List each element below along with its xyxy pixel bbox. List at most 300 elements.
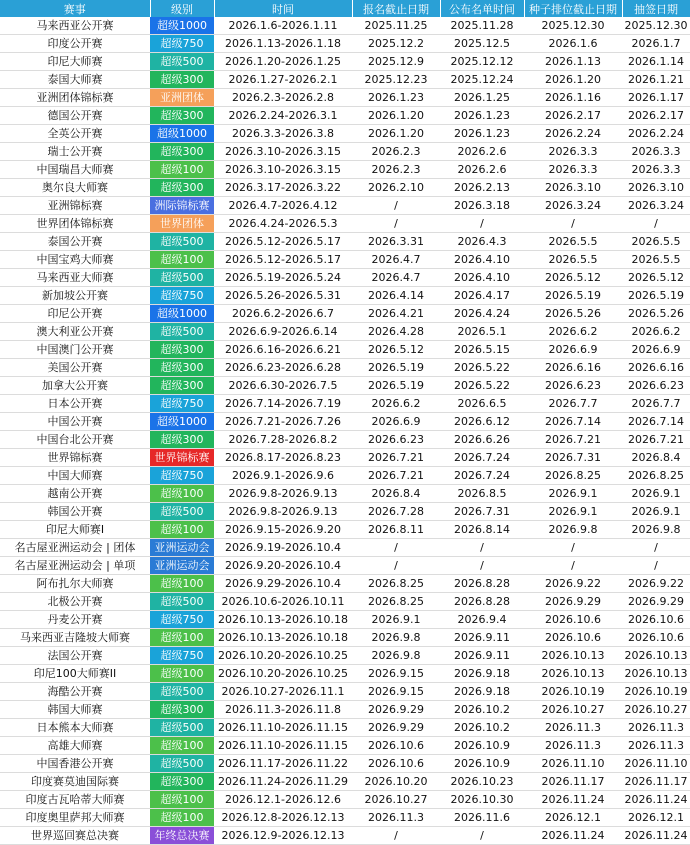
event-dates: 2026.11.24-2026.11.29 xyxy=(214,773,352,791)
registration-deadline: / xyxy=(352,197,440,215)
registration-deadline: 2025.12.23 xyxy=(352,71,440,89)
draw-date: 2026.10.27 xyxy=(622,701,690,719)
event-dates: 2026.9.1-2026.9.6 xyxy=(214,467,352,485)
header-draw-date: 抽签日期 xyxy=(622,0,690,17)
entry-list-date: 2026.7.24 xyxy=(440,449,524,467)
draw-date: 2026.9.1 xyxy=(622,485,690,503)
entry-list-date: 2026.2.13 xyxy=(440,179,524,197)
event-dates: 2026.9.20-2026.10.4 xyxy=(214,557,352,575)
table-row xyxy=(0,53,690,71)
level-badge: 超级750 xyxy=(150,287,214,305)
draw-date: 2026.11.3 xyxy=(622,719,690,737)
table-row xyxy=(0,17,690,35)
entry-list-date: 2026.5.22 xyxy=(440,377,524,395)
draw-date: 2026.9.8 xyxy=(622,521,690,539)
level-badge: 超级500 xyxy=(150,233,214,251)
event-name: 亚洲锦标赛 xyxy=(0,197,150,215)
table-row xyxy=(0,431,690,449)
entry-list-date: 2025.12.12 xyxy=(440,53,524,71)
registration-deadline: 2026.7.28 xyxy=(352,503,440,521)
table-row xyxy=(0,269,690,287)
level-badge: 超级100 xyxy=(150,485,214,503)
level-badge: 超级1000 xyxy=(150,305,214,323)
event-dates: 2026.2.3-2026.2.8 xyxy=(214,89,352,107)
table-row xyxy=(0,665,690,683)
event-name: 阿布扎尔大师赛 xyxy=(0,575,150,593)
event-dates: 2026.4.7-2026.4.12 xyxy=(214,197,352,215)
level-badge: 超级300 xyxy=(150,107,214,125)
draw-date: 2026.7.21 xyxy=(622,431,690,449)
event-dates: 2026.6.9-2026.6.14 xyxy=(214,323,352,341)
event-dates: 2026.10.20-2026.10.25 xyxy=(214,665,352,683)
seeding-deadline: 2026.11.17 xyxy=(524,773,622,791)
entry-list-date: 2026.9.18 xyxy=(440,665,524,683)
header-seeding-deadline: 种子排位截止日期 xyxy=(524,0,622,17)
level-badge: 超级100 xyxy=(150,575,214,593)
table-row xyxy=(0,215,690,233)
registration-deadline: 2026.8.25 xyxy=(352,593,440,611)
draw-date: 2026.5.12 xyxy=(622,269,690,287)
event-name: 世界团体锦标赛 xyxy=(0,215,150,233)
event-dates: 2026.10.6-2026.10.11 xyxy=(214,593,352,611)
entry-list-date: 2026.9.11 xyxy=(440,629,524,647)
level-badge: 世界团体 xyxy=(150,215,214,233)
registration-deadline: 2026.10.6 xyxy=(352,737,440,755)
table-row xyxy=(0,719,690,737)
seeding-deadline: 2026.7.14 xyxy=(524,413,622,431)
registration-deadline: 2026.6.2 xyxy=(352,395,440,413)
level-badge: 超级300 xyxy=(150,701,214,719)
registration-deadline: 2026.6.23 xyxy=(352,431,440,449)
level-badge: 超级100 xyxy=(150,629,214,647)
event-name: 韩国公开赛 xyxy=(0,503,150,521)
draw-date: 2026.6.23 xyxy=(622,377,690,395)
seeding-deadline: 2026.10.6 xyxy=(524,629,622,647)
header-entry-list-date: 公布名单时间 xyxy=(440,0,524,17)
event-name: 印尼大师赛 xyxy=(0,53,150,71)
event-name: 马来西亚公开赛 xyxy=(0,17,150,35)
draw-date: 2026.2.17 xyxy=(622,107,690,125)
table-row xyxy=(0,683,690,701)
seeding-deadline: 2026.9.8 xyxy=(524,521,622,539)
draw-date: 2026.5.5 xyxy=(622,251,690,269)
registration-deadline: 2026.8.25 xyxy=(352,575,440,593)
event-dates: 2026.10.27-2026.11.1 xyxy=(214,683,352,701)
seeding-deadline: / xyxy=(524,557,622,575)
level-badge: 超级100 xyxy=(150,665,214,683)
seeding-deadline: 2026.10.19 xyxy=(524,683,622,701)
seeding-deadline: 2026.3.24 xyxy=(524,197,622,215)
seeding-deadline: 2026.9.1 xyxy=(524,503,622,521)
entry-list-date: 2026.10.30 xyxy=(440,791,524,809)
level-badge: 超级500 xyxy=(150,719,214,737)
draw-date: / xyxy=(622,557,690,575)
entry-list-date: 2026.10.2 xyxy=(440,701,524,719)
event-dates: 2026.11.3-2026.11.8 xyxy=(214,701,352,719)
event-name: 高雄大师赛 xyxy=(0,737,150,755)
table-row xyxy=(0,809,690,827)
seeding-deadline: 2026.2.24 xyxy=(524,125,622,143)
event-dates: 2026.10.20-2026.10.25 xyxy=(214,647,352,665)
entry-list-date: 2026.1.23 xyxy=(440,107,524,125)
event-dates: 2026.10.13-2026.10.18 xyxy=(214,611,352,629)
draw-date: 2026.5.5 xyxy=(622,233,690,251)
event-name: 北极公开赛 xyxy=(0,593,150,611)
table-row xyxy=(0,179,690,197)
entry-list-date: 2026.1.25 xyxy=(440,89,524,107)
draw-date: 2025.12.30 xyxy=(622,17,690,35)
event-name: 丹麦公开赛 xyxy=(0,611,150,629)
table-row xyxy=(0,197,690,215)
registration-deadline: 2026.3.31 xyxy=(352,233,440,251)
level-badge: 超级100 xyxy=(150,809,214,827)
table-row xyxy=(0,449,690,467)
registration-deadline: 2026.1.23 xyxy=(352,89,440,107)
table-row xyxy=(0,737,690,755)
draw-date: 2026.11.24 xyxy=(622,827,690,845)
draw-date: 2026.11.24 xyxy=(622,791,690,809)
entry-list-date: 2026.1.23 xyxy=(440,125,524,143)
event-dates: 2026.2.24-2026.3.1 xyxy=(214,107,352,125)
level-badge: 世界锦标赛 xyxy=(150,449,214,467)
seeding-deadline: 2026.10.13 xyxy=(524,647,622,665)
event-dates: 2026.1.6-2026.1.11 xyxy=(214,17,352,35)
entry-list-date: 2026.10.9 xyxy=(440,755,524,773)
event-name: 日本熊本大师赛 xyxy=(0,719,150,737)
level-badge: 超级300 xyxy=(150,377,214,395)
draw-date: 2026.10.6 xyxy=(622,629,690,647)
entry-list-date: 2026.10.23 xyxy=(440,773,524,791)
registration-deadline: 2026.7.21 xyxy=(352,467,440,485)
draw-date: 2026.11.3 xyxy=(622,737,690,755)
entry-list-date: 2026.2.6 xyxy=(440,143,524,161)
registration-deadline: / xyxy=(352,827,440,845)
event-dates: 2026.12.8-2026.12.13 xyxy=(214,809,352,827)
event-name: 印度公开赛 xyxy=(0,35,150,53)
level-badge: 超级300 xyxy=(150,431,214,449)
registration-deadline: 2025.11.25 xyxy=(352,17,440,35)
seeding-deadline: 2026.11.24 xyxy=(524,827,622,845)
table-row xyxy=(0,503,690,521)
entry-list-date: / xyxy=(440,539,524,557)
event-name: 全英公开赛 xyxy=(0,125,150,143)
event-dates: 2026.5.12-2026.5.17 xyxy=(214,233,352,251)
event-name: 瑞士公开赛 xyxy=(0,143,150,161)
table-row xyxy=(0,629,690,647)
draw-date: 2026.7.14 xyxy=(622,413,690,431)
seeding-deadline: 2026.8.25 xyxy=(524,467,622,485)
registration-deadline: 2026.5.19 xyxy=(352,377,440,395)
draw-date: 2026.8.25 xyxy=(622,467,690,485)
draw-date: 2026.9.1 xyxy=(622,503,690,521)
seeding-deadline: 2026.1.20 xyxy=(524,71,622,89)
table-row xyxy=(0,557,690,575)
registration-deadline: 2026.8.4 xyxy=(352,485,440,503)
entry-list-date: 2026.9.11 xyxy=(440,647,524,665)
event-dates: 2026.3.3-2026.3.8 xyxy=(214,125,352,143)
level-badge: 年终总决赛 xyxy=(150,827,214,845)
draw-date: 2026.6.2 xyxy=(622,323,690,341)
event-name: 印度古瓦哈蒂大师赛 xyxy=(0,791,150,809)
event-name: 新加坡公开赛 xyxy=(0,287,150,305)
registration-deadline: 2026.9.15 xyxy=(352,665,440,683)
seeding-deadline: 2026.11.24 xyxy=(524,791,622,809)
level-badge: 超级300 xyxy=(150,179,214,197)
event-name: 印度奥里萨邦大师赛 xyxy=(0,809,150,827)
event-name: 中国宝鸡大师赛 xyxy=(0,251,150,269)
event-name: 日本公开赛 xyxy=(0,395,150,413)
registration-deadline: 2026.9.8 xyxy=(352,629,440,647)
event-name: 中国台北公开赛 xyxy=(0,431,150,449)
registration-deadline: / xyxy=(352,539,440,557)
registration-deadline: 2026.9.1 xyxy=(352,611,440,629)
event-name: 越南公开赛 xyxy=(0,485,150,503)
entry-list-date: 2026.8.5 xyxy=(440,485,524,503)
seeding-deadline: 2026.5.19 xyxy=(524,287,622,305)
table-row xyxy=(0,161,690,179)
event-dates: 2026.7.21-2026.7.26 xyxy=(214,413,352,431)
table-row xyxy=(0,341,690,359)
registration-deadline: 2026.4.7 xyxy=(352,269,440,287)
seeding-deadline: 2026.3.3 xyxy=(524,161,622,179)
event-name: 中国瑞昌大师赛 xyxy=(0,161,150,179)
event-dates: 2026.6.2-2026.6.7 xyxy=(214,305,352,323)
level-badge: 超级300 xyxy=(150,359,214,377)
table-row xyxy=(0,377,690,395)
seeding-deadline: 2026.1.16 xyxy=(524,89,622,107)
entry-list-date: / xyxy=(440,557,524,575)
entry-list-date: 2026.8.28 xyxy=(440,575,524,593)
level-badge: 超级100 xyxy=(150,737,214,755)
level-badge: 超级1000 xyxy=(150,125,214,143)
level-badge: 超级750 xyxy=(150,611,214,629)
event-dates: 2026.10.13-2026.10.18 xyxy=(214,629,352,647)
level-badge: 超级300 xyxy=(150,341,214,359)
header-level: 级别 xyxy=(150,0,214,17)
entry-list-date: 2026.8.14 xyxy=(440,521,524,539)
event-dates: 2026.5.19-2026.5.24 xyxy=(214,269,352,287)
entry-list-date: 2026.4.24 xyxy=(440,305,524,323)
table-row xyxy=(0,485,690,503)
seeding-deadline: 2026.6.2 xyxy=(524,323,622,341)
event-dates: 2026.1.27-2026.2.1 xyxy=(214,71,352,89)
registration-deadline: 2026.9.29 xyxy=(352,719,440,737)
event-dates: 2026.9.8-2026.9.13 xyxy=(214,485,352,503)
event-dates: 2026.9.15-2026.9.20 xyxy=(214,521,352,539)
table-row xyxy=(0,611,690,629)
entry-list-date: 2025.12.5 xyxy=(440,35,524,53)
registration-deadline: 2026.4.14 xyxy=(352,287,440,305)
level-badge: 超级750 xyxy=(150,647,214,665)
draw-date: 2026.8.4 xyxy=(622,449,690,467)
event-name: 中国大师赛 xyxy=(0,467,150,485)
draw-date: / xyxy=(622,539,690,557)
registration-deadline: 2026.2.3 xyxy=(352,161,440,179)
table-row xyxy=(0,89,690,107)
registration-deadline: 2026.9.15 xyxy=(352,683,440,701)
table-row xyxy=(0,521,690,539)
registration-deadline: 2026.4.7 xyxy=(352,251,440,269)
draw-date: / xyxy=(622,215,690,233)
event-dates: 2026.5.12-2026.5.17 xyxy=(214,251,352,269)
seeding-deadline: / xyxy=(524,215,622,233)
registration-deadline: 2026.1.20 xyxy=(352,125,440,143)
seeding-deadline: 2026.6.16 xyxy=(524,359,622,377)
entry-list-date: 2026.5.22 xyxy=(440,359,524,377)
registration-deadline: 2026.9.29 xyxy=(352,701,440,719)
registration-deadline: 2025.12.9 xyxy=(352,53,440,71)
event-dates: 2026.12.9-2026.12.13 xyxy=(214,827,352,845)
event-dates: 2026.3.10-2026.3.15 xyxy=(214,143,352,161)
event-dates: 2026.9.29-2026.10.4 xyxy=(214,575,352,593)
entry-list-date: 2026.7.24 xyxy=(440,467,524,485)
seeding-deadline: 2026.10.13 xyxy=(524,665,622,683)
event-dates: 2026.1.13-2026.1.18 xyxy=(214,35,352,53)
draw-date: 2026.3.24 xyxy=(622,197,690,215)
level-badge: 超级500 xyxy=(150,593,214,611)
event-name: 中国香港公开赛 xyxy=(0,755,150,773)
entry-list-date: / xyxy=(440,827,524,845)
entry-list-date: 2026.4.17 xyxy=(440,287,524,305)
table-row xyxy=(0,593,690,611)
draw-date: 2026.9.29 xyxy=(622,593,690,611)
draw-date: 2026.10.6 xyxy=(622,611,690,629)
level-badge: 超级500 xyxy=(150,503,214,521)
table-row xyxy=(0,791,690,809)
event-dates: 2026.5.26-2026.5.31 xyxy=(214,287,352,305)
table-row xyxy=(0,287,690,305)
level-badge: 超级500 xyxy=(150,755,214,773)
table-row xyxy=(0,395,690,413)
entry-list-date: 2026.10.2 xyxy=(440,719,524,737)
table-row xyxy=(0,701,690,719)
seeding-deadline: 2026.5.12 xyxy=(524,269,622,287)
event-name: 亚洲团体锦标赛 xyxy=(0,89,150,107)
event-name: 世界锦标赛 xyxy=(0,449,150,467)
draw-date: 2026.11.10 xyxy=(622,755,690,773)
table-row xyxy=(0,323,690,341)
draw-date: 2026.10.13 xyxy=(622,665,690,683)
registration-deadline: 2026.9.8 xyxy=(352,647,440,665)
event-dates: 2026.3.10-2026.3.15 xyxy=(214,161,352,179)
event-name: 印度赛莫迪国际赛 xyxy=(0,773,150,791)
event-name: 印尼大师赛I xyxy=(0,521,150,539)
table-row xyxy=(0,539,690,557)
level-badge: 超级100 xyxy=(150,251,214,269)
seeding-deadline: 2026.3.10 xyxy=(524,179,622,197)
entry-list-date: 2026.5.15 xyxy=(440,341,524,359)
seeding-deadline: 2025.12.30 xyxy=(524,17,622,35)
draw-date: 2026.1.21 xyxy=(622,71,690,89)
event-name: 印尼100大师赛II xyxy=(0,665,150,683)
level-badge: 亚洲运动会 xyxy=(150,539,214,557)
level-badge: 超级500 xyxy=(150,269,214,287)
draw-date: 2026.1.7 xyxy=(622,35,690,53)
table-row xyxy=(0,827,690,845)
draw-date: 2026.11.17 xyxy=(622,773,690,791)
seeding-deadline: 2026.5.26 xyxy=(524,305,622,323)
registration-deadline: / xyxy=(352,215,440,233)
entry-list-date: 2025.12.24 xyxy=(440,71,524,89)
level-badge: 超级100 xyxy=(150,161,214,179)
seeding-deadline: 2026.12.1 xyxy=(524,809,622,827)
seeding-deadline: 2026.11.3 xyxy=(524,719,622,737)
seeding-deadline: / xyxy=(524,539,622,557)
event-name: 泰国公开赛 xyxy=(0,233,150,251)
seeding-deadline: 2026.9.29 xyxy=(524,593,622,611)
table-row xyxy=(0,125,690,143)
table-row xyxy=(0,467,690,485)
level-badge: 超级1000 xyxy=(150,413,214,431)
registration-deadline: 2026.4.21 xyxy=(352,305,440,323)
seeding-deadline: 2026.9.22 xyxy=(524,575,622,593)
event-dates: 2026.1.20-2026.1.25 xyxy=(214,53,352,71)
registration-deadline: 2026.10.20 xyxy=(352,773,440,791)
draw-date: 2026.5.19 xyxy=(622,287,690,305)
entry-list-date: 2026.6.26 xyxy=(440,431,524,449)
seeding-deadline: 2026.1.6 xyxy=(524,35,622,53)
draw-date: 2026.3.10 xyxy=(622,179,690,197)
entry-list-date: 2026.4.3 xyxy=(440,233,524,251)
event-dates: 2026.11.17-2026.11.22 xyxy=(214,755,352,773)
seeding-deadline: 2026.6.9 xyxy=(524,341,622,359)
draw-date: 2026.1.17 xyxy=(622,89,690,107)
event-dates: 2026.6.30-2026.7.5 xyxy=(214,377,352,395)
seeding-deadline: 2026.9.1 xyxy=(524,485,622,503)
header-registration-deadline: 报名截止日期 xyxy=(352,0,440,17)
event-dates: 2026.7.28-2026.8.2 xyxy=(214,431,352,449)
draw-date: 2026.7.7 xyxy=(622,395,690,413)
event-name: 印尼公开赛 xyxy=(0,305,150,323)
registration-deadline: 2026.8.11 xyxy=(352,521,440,539)
seeding-deadline: 2026.5.5 xyxy=(524,251,622,269)
draw-date: 2026.10.13 xyxy=(622,647,690,665)
entry-list-date: / xyxy=(440,215,524,233)
event-name: 名古屋亚洲运动会 | 团体 xyxy=(0,539,150,557)
level-badge: 超级500 xyxy=(150,683,214,701)
level-badge: 超级750 xyxy=(150,35,214,53)
seeding-deadline: 2026.10.6 xyxy=(524,611,622,629)
level-badge: 超级300 xyxy=(150,143,214,161)
seeding-deadline: 2026.10.27 xyxy=(524,701,622,719)
event-dates: 2026.9.8-2026.9.13 xyxy=(214,503,352,521)
registration-deadline: 2026.5.19 xyxy=(352,359,440,377)
event-dates: 2026.6.23-2026.6.28 xyxy=(214,359,352,377)
event-name: 加拿大公开赛 xyxy=(0,377,150,395)
seeding-deadline: 2026.7.21 xyxy=(524,431,622,449)
draw-date: 2026.6.9 xyxy=(622,341,690,359)
header-row xyxy=(0,0,690,17)
event-dates: 2026.7.14-2026.7.19 xyxy=(214,395,352,413)
table-row xyxy=(0,773,690,791)
seeding-deadline: 2026.5.5 xyxy=(524,233,622,251)
seeding-deadline: 2026.7.31 xyxy=(524,449,622,467)
draw-date: 2026.1.14 xyxy=(622,53,690,71)
entry-list-date: 2026.4.10 xyxy=(440,251,524,269)
table-row xyxy=(0,359,690,377)
event-dates: 2026.8.17-2026.8.23 xyxy=(214,449,352,467)
event-dates: 2026.9.19-2026.10.4 xyxy=(214,539,352,557)
draw-date: 2026.2.24 xyxy=(622,125,690,143)
event-name: 美国公开赛 xyxy=(0,359,150,377)
registration-deadline: 2026.5.12 xyxy=(352,341,440,359)
seeding-deadline: 2026.11.10 xyxy=(524,755,622,773)
table-row xyxy=(0,305,690,323)
level-badge: 超级500 xyxy=(150,323,214,341)
level-badge: 超级750 xyxy=(150,467,214,485)
level-badge: 超级500 xyxy=(150,53,214,71)
level-badge: 亚洲团体 xyxy=(150,89,214,107)
